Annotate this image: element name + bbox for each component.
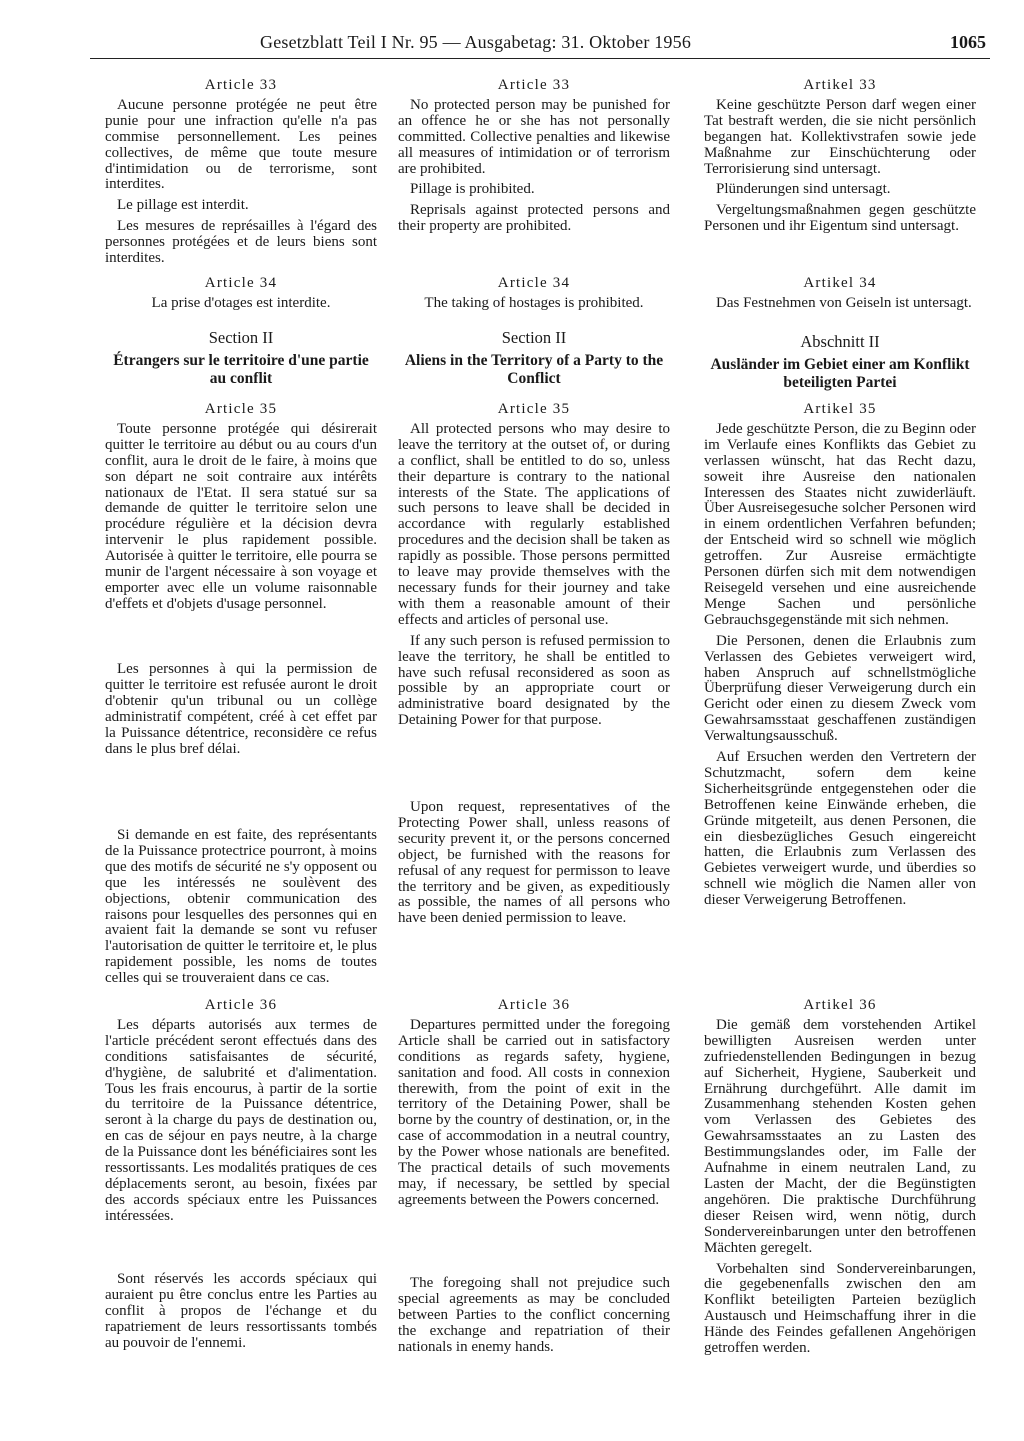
paragraph: Si demande en est faite, des représentants de la Puissance protectrice pourront, à moins que des motifs de sécurité ne s'y opposent ou que les intéressés ne soulèvent des objections, obtenir communication des raisons pour lesquelles des personnes qui en avaient fait la demande se sont vu refuser l'autorisation de quitter le territoire et, le plus rapidement possible, les noms de toutes celles qui se trouveraient dans ce cas.: [105, 827, 377, 987]
section-heading: Section II: [501, 328, 567, 347]
en-article-33: [398, 78, 670, 240]
fr-article-34: [105, 276, 377, 317]
de-article-36: [704, 998, 976, 1362]
article-heading: Article 33: [204, 77, 278, 93]
paragraph: Sont réservés les accords spéciaux qui auraient pu être conclus entre les Parties au conflit à propos de l'échange et du rapatriement de leurs ressortissants tombés au pouvoir de l'ennemi.: [105, 1271, 377, 1351]
paragraph: If any such person is refused permission to leave the territory, he shall be entitled to have such refusal reconsidered as soon as possible by an appropriate court or administrative board designated by the Detaining Power for that purpose.: [398, 632, 670, 729]
paragraph: Pillage is prohibited.: [410, 181, 535, 198]
paragraph: Vorbehalten sind Sondervereinbarungen, die gegebenenfalls zwischen den am Konflikt beteiligten Parteien bezüglich Austausch und Heimschaffung ihrer in die Hände des Feindes gefallenen Angehörigen getroffen werden.: [704, 1260, 976, 1357]
de-article-33: [704, 78, 976, 240]
paragraph: Upon request, representatives of the Protecting Power shall, unless reasons of security prevent it, or the persons concerned object, be furnished with the reasons for refusal of any request for permisson to leave the territory and be given, as expeditiously as possible, the names of all persons who have been denied permission to leave.: [398, 799, 670, 927]
paragraph: Auf Ersuchen werden den Vertretern der Schutzmacht, sofern dem keine Sicherheitsgründe entgegenstehen oder die Betroffenen keine Einwände erheben, die Gründe mitgeteilt, aus denen Personen, die ein diesbezügliches Gesuch eingereicht hatten, die Erlaubnis zum Verlassen des Gebietes verweigert wurde, und überdies so schnell wie möglich die Namen aller von dieser Verweigerung Betroffenen.: [704, 749, 976, 909]
paragraph: Jede geschützte Person, die zu Beginn oder im Verlaufe eines Konflikts das Gebiet zu verlassen wünscht, hat das Recht dazu, soweit ihre Ausreise den nationalen Interessen des Staates nicht zuwiderläuft. Über Ausreisegesuche solcher Personen wird in einem ordentlichen Verfahren befunden; der Entscheid wird so schnell wie möglich getroffen. Zur Ausreise ermächtigte Personen dürfen sich mit dem notwendigen Reisegeld versehen und eine ausreichende Menge Sachen und persönliche Gebrauchsgegenstände mit sich nehmen.: [704, 420, 976, 628]
article-heading: Article 35: [497, 401, 571, 417]
fr-article-36-p2: [105, 1272, 377, 1357]
en-article-34: [398, 276, 670, 317]
article-heading: Artikel 34: [803, 275, 877, 291]
article-heading: Artikel 35: [803, 401, 877, 417]
en-article-35-p3: [398, 800, 670, 932]
en-article-36: [398, 998, 670, 1214]
paragraph: Toute personne protégée qui désirerait quitter le territoire au début ou au cours d'un conflit, aura le droit de le faire, à moins que son départ ne soit contraire aux intérêts nationaux de l'Etat. Il sera statué sur sa demande de quitter le territoire selon une procédure régulière et la décision devra intervenir le plus rapidement possible. Autorisée à quitter le territoire, elle pourra se munir de l'argent nécessaire à son voyage et emporter avec elle un volume raisonnable d'effets et d'objets d'usage personnel.: [105, 420, 377, 612]
paragraph: The taking of hostages is prohibited.: [424, 294, 644, 311]
section-subtitle: Aliens in the Territory of a Party to the Conflict: [404, 351, 664, 387]
en-section-2: [398, 330, 670, 394]
article-heading: Article 33: [497, 77, 571, 93]
fr-article-35-p2: [105, 662, 377, 762]
page-number: 1065: [950, 32, 986, 52]
fr-section-2: [105, 330, 377, 394]
paragraph: Aucune personne protégée ne peut être punie pour une infraction qu'elle n'a pas commise personnellement. Les peines collectives, de même que toute mesure d'intimidation ou de terrorisme, sont interdites.: [105, 96, 377, 193]
section-subtitle: Ausländer im Gebiet einer am Konflikt beteiligten Partei: [710, 355, 970, 391]
header-title: Gesetzblatt Teil I Nr. 95 — Ausgabetag: 31. Oktober 1956: [260, 32, 692, 52]
de-article-34: [704, 276, 976, 317]
fr-article-36: [105, 998, 377, 1230]
paragraph: Vergeltungsmaßnahmen gegen geschützte Personen und ihr Eigentum sind untersagt.: [704, 202, 976, 235]
article-heading: Article 34: [204, 275, 278, 291]
paragraph: All protected persons who may desire to leave the territory at the outset of, or during a conflict, shall be entitled to do so, unless their departure is contrary to the national interests of the State. The applications of such persons to leave shall be decided in accordance with regularly established procedures and the decision shall be taken as rapidly as possible. Those persons permitted to leave may provide themselves with the necessary funds for their journey and take with them a reasonable amount of their effects and articles of personal use.: [398, 420, 670, 628]
paragraph: The foregoing shall not prejudice such special agreements as may be concluded between Parties to the conflict concerning the exchange and repatriation of their nationals in enemy hands.: [398, 1275, 670, 1355]
article-heading: Article 36: [204, 997, 278, 1013]
paragraph: La prise d'otages est interdite.: [151, 294, 331, 311]
paragraph: Keine geschützte Person darf wegen einer Tat bestraft werden, die sie nicht persönlich begangen hat. Kollektivstrafen sowie jede Maßnahme zur Einschüchterung oder Terrorisierung sind untersagt.: [704, 96, 976, 177]
article-heading: Artikel 33: [803, 77, 877, 93]
fr-article-35-p3: [105, 828, 377, 992]
paragraph: Les personnes à qui la permission de quitter le territoire est refusée auront le droit d'obtenir qu'un tribunal ou un collège administratif compétent, créé à cet effet par la Puissance détentrice, reconsidère ce refus dans le plus bref délai.: [105, 661, 377, 757]
article-heading: Article 35: [204, 401, 278, 417]
en-article-35: [398, 402, 670, 734]
de-article-35: [704, 402, 976, 914]
paragraph: Les départs autorisés aux termes de l'article précédent seront effectués dans des conditions satisfaisantes de sécurité, d'hygiène, de salubrité et d'alimentation. Tous les frais encourus, à partir de la sortie du territoire de la Puissance détentrice, seront à la charge du pays de destination ou, en cas de séjour en pays neutre, à la charge de la Puissance dont les bénéficiaires sont les ressortissants. Les modalités pratiques de ces déplacements seront, au besoin, fixées par des accords spéciaux entre les Puissances intéressées.: [105, 1016, 378, 1224]
paragraph: Plünderungen sind untersagt.: [716, 181, 891, 198]
paragraph: Reprisals against protected persons and their property are prohibited.: [398, 202, 670, 235]
section-heading: Abschnitt II: [800, 332, 880, 351]
paragraph: Departures permitted under the foregoing Article shall be carried out in satisfactory conditions as regards safety, hygiene, sanitation and food. All costs in connexion therewith, from the point of exit in the territory of the Detaining Power, shall be borne by the country of destination, or, in the case of accommodation in a neutral country, by the Power whose nationals are benefited. The practical details of such movements may, if necessary, be settled by special agreements between the Powers concerned.: [398, 1016, 670, 1208]
paragraph: Die Personen, denen die Erlaubnis zum Verlassen des Gebietes verweigert wird, haben Anspruch auf schnellstmögliche Überprüfung dieser Verweigerung durch ein Gericht oder einen zu diesem Zweck vom Gewahrsamsstaat geschaffenen zuständigen Verwaltungsausschuß.: [704, 632, 976, 745]
article-heading: Article 36: [497, 997, 571, 1013]
article-heading: Artikel 36: [803, 997, 877, 1013]
paragraph: No protected person may be punished for an offence he or she has not personally committed. Collective penalties and likewise all measures of intimidation or of terrorism are prohibited.: [398, 96, 670, 177]
paragraph: Le pillage est interdit.: [117, 197, 249, 214]
en-article-36-p2: [398, 1276, 670, 1361]
de-section-2: [704, 334, 976, 398]
page-header: [90, 28, 990, 59]
section-subtitle: Étrangers sur le territoire d'une partie au conflit: [113, 351, 369, 387]
paragraph: Die gemäß dem vorstehenden Artikel bewilligten Ausreisen werden unter zufriedenstellenden Bedingungen in bezug auf Sicherheit, Hygiene, Sauberkeit und Ernährung durchgeführt. Alle damit im Zusammenhang stehenden Kosten gehen vom Verlassen des Gebietes des Gewahrsamsstaates an zu Lasten des Bestimmungslandes oder, im Falle der Aufnahme in einem neutralen Land, zu Lasten der Macht, der die Begünstigten angehören. Die praktische Durchführung dieser Reisen wird, wenn nötig, durch Sondervereinbarungen unter den betroffenen Mächten geregelt.: [704, 1016, 976, 1256]
fr-article-33: [105, 78, 377, 272]
section-heading: Section II: [208, 328, 274, 347]
fr-article-35: [105, 402, 377, 618]
paragraph: Les mesures de représailles à l'égard des personnes protégées et de leurs biens sont interdites.: [105, 218, 377, 267]
article-heading: Article 34: [497, 275, 571, 291]
paragraph: Das Festnehmen von Geiseln ist untersagt.: [716, 294, 972, 311]
